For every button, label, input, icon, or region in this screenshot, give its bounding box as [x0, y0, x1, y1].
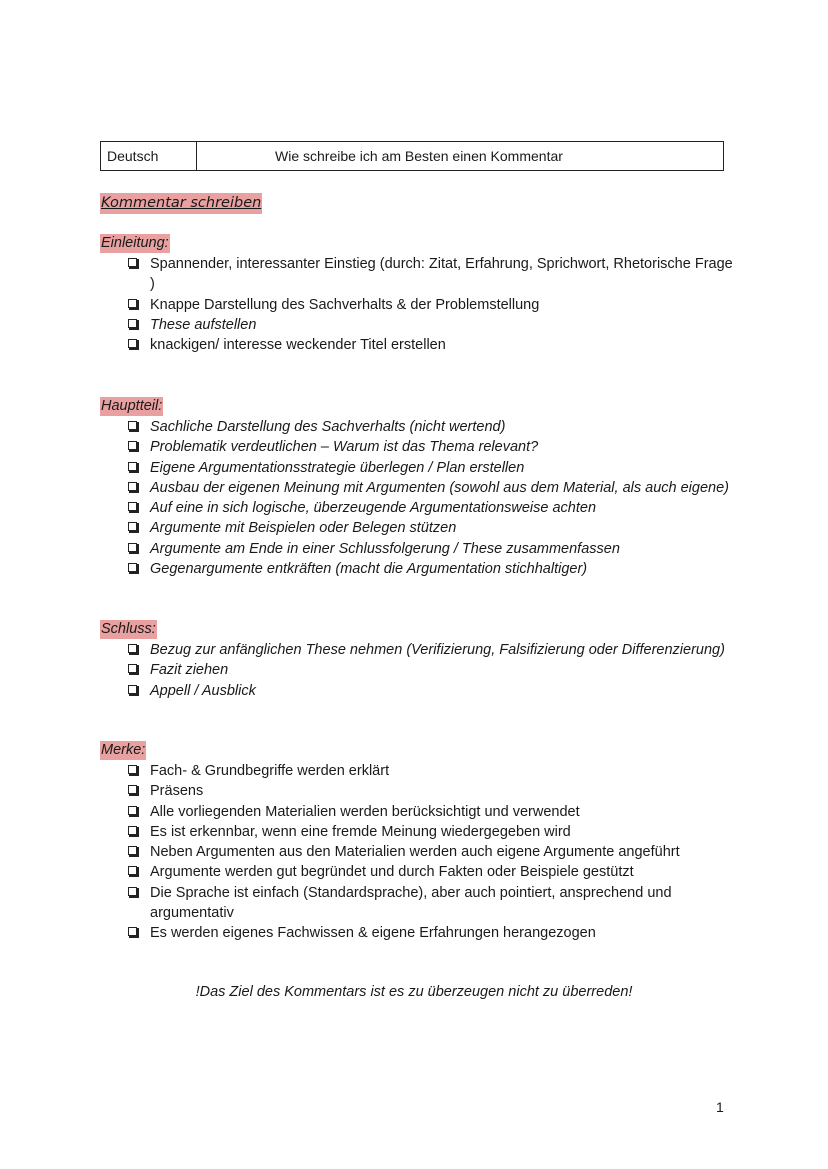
section-heading: Hauptteil: — [101, 398, 163, 414]
checkbox-icon — [128, 319, 137, 328]
checkbox-icon — [128, 887, 137, 896]
section-schluss — [100, 620, 740, 701]
checkbox-icon — [128, 664, 137, 673]
checkbox-icon — [128, 826, 137, 835]
section-einleitung — [100, 234, 740, 355]
list-item: Sachliche Darstellung des Sachverhalts (nicht wertend) — [128, 417, 740, 437]
subject-cell: Deutsch — [101, 142, 197, 170]
checkbox-icon — [128, 563, 137, 572]
checkbox-icon — [128, 339, 137, 348]
checklist — [100, 417, 740, 579]
section-hauptteil — [100, 397, 740, 579]
list-item: Auf eine in sich logische, überzeugende Argumentationsweise achten — [128, 498, 740, 518]
list-item: Knappe Darstellung des Sachverhalts & der Problemstellung — [128, 295, 740, 315]
section-heading: Einleitung: — [101, 235, 169, 251]
checkbox-icon — [128, 522, 137, 531]
section-heading: Merke: — [101, 742, 146, 758]
list-item: Fazit ziehen — [128, 660, 740, 680]
title-cell: Wie schreibe ich am Besten einen Kommentar — [275, 148, 563, 164]
checkbox-icon — [128, 441, 137, 450]
header-table — [100, 141, 724, 171]
checkbox-icon — [128, 685, 137, 694]
list-item: Es werden eigenes Fachwissen & eigene Erfahrungen herangezogen — [128, 923, 740, 943]
checkbox-icon — [128, 644, 137, 653]
list-item: Spannender, interessanter Einstieg (durch: Zitat, Erfahrung, Sprichwort, Rhetorische Frage ) — [128, 254, 740, 295]
list-item: Bezug zur anfänglichen These nehmen (Verifizierung, Falsifizierung oder Differenzierung) — [128, 640, 740, 660]
checkbox-icon — [128, 765, 137, 774]
list-item: Argumente mit Beispielen oder Belegen stützen — [128, 518, 740, 538]
checkbox-icon — [128, 785, 137, 794]
checkbox-icon — [128, 482, 137, 491]
list-item: Gegenargumente entkräften (macht die Argumentation stichhaltiger) — [128, 559, 740, 579]
checkbox-icon — [128, 502, 137, 511]
checkbox-icon — [128, 421, 137, 430]
checklist — [100, 640, 740, 701]
list-item: These aufstellen — [128, 315, 740, 335]
list-item: Argumente werden gut begründet und durch Fakten oder Beispiele gestützt — [128, 862, 740, 882]
checkbox-icon — [128, 543, 137, 552]
list-item: knackigen/ interesse weckender Titel erstellen — [128, 335, 740, 355]
checkbox-icon — [128, 806, 137, 815]
list-item: Problematik verdeutlichen – Warum ist das Thema relevant? — [128, 437, 740, 457]
list-item: Neben Argumenten aus den Materialien werden auch eigene Argumente angeführt — [128, 842, 740, 862]
list-item: Fach- & Grundbegriffe werden erklärt — [128, 761, 740, 781]
checklist — [100, 761, 740, 944]
closing-statement: !Das Ziel des Kommentars ist es zu überzeugen nicht zu überreden! — [195, 984, 633, 1000]
list-item: Es ist erkennbar, wenn eine fremde Meinung wiedergegeben wird — [128, 822, 740, 842]
list-item: Eigene Argumentationsstrategie überlegen / Plan erstellen — [128, 458, 740, 478]
section-heading: Schluss: — [101, 621, 156, 637]
checkbox-icon — [128, 846, 137, 855]
checklist — [100, 254, 740, 355]
list-item: Argumente am Ende in einer Schlussfolgerung / These zusammenfassen — [128, 539, 740, 559]
section-merke — [100, 741, 740, 944]
page-number: 1 — [716, 1099, 724, 1115]
doc-title: Kommentar schreiben — [100, 193, 262, 214]
list-item: Alle vorliegenden Materialien werden berücksichtigt und verwendet — [128, 802, 740, 822]
checkbox-icon — [128, 462, 137, 471]
checkbox-icon — [128, 299, 137, 308]
list-item: Ausbau der eigenen Meinung mit Argumenten (sowohl aus dem Material, als auch eigene) — [128, 478, 740, 498]
list-item: Die Sprache ist einfach (Standardsprache), aber auch pointiert, ansprechend und argumentativ — [128, 883, 740, 924]
list-item: Appell / Ausblick — [128, 681, 740, 701]
checkbox-icon — [128, 927, 137, 936]
checkbox-icon — [128, 866, 137, 875]
checkbox-icon — [128, 258, 137, 267]
list-item: Präsens — [128, 781, 740, 801]
